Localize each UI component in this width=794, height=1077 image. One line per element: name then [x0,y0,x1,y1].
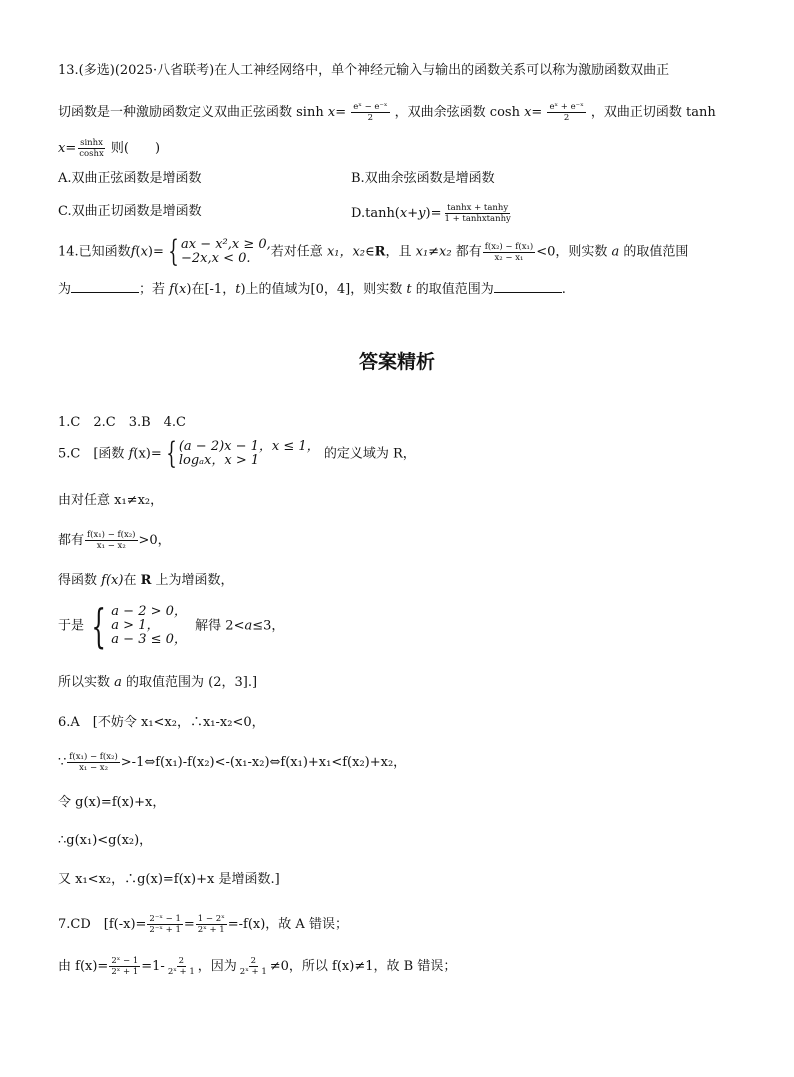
answer-section-title: 答案精析 [358,351,435,373]
answer-6-line-5: 又 x₁<x₂，∴g(x)=f(x)+x 是增函数.] [58,872,280,887]
answer-6-line-2: ∵ $\frac{\text{f(x₁) − f(x₂)}}{\text{x₁ − x₂}}$ >-1⇔f(x₁)-f(x₂)<-(x₁-x₂)⇔f(x₁)+x₁<f(x₂)+x₂， [58,752,407,773]
answer-5-line-6: 所以实数 a 的取值范围为 (2，3].] [58,675,258,690]
q13-option-c: C.双曲正切函数是增函数 [58,204,202,219]
answer-7-line-2: 由 f(x)= $\frac{\text{2ˣ − 1}}{\text{2ˣ + 1}}$ =1- $\frac{2}{\text{2ˣ + 1}}$ ，因为 $\frac{2}{\text{2ˣ + 1}}$ ≠0，所以 f(x)≠1，故 B 错误； [58,956,457,977]
answer-5-line-1: 5.C [函数 f(x)= { (a − 2)x − 1，x ≤ 1， logₐx，x > 1 的定义域为 R， [58,436,416,471]
answer-7-line-1: 7.CD [f(-x)= $\frac{\text{2⁻ˣ − 1}}{\text{2⁻ˣ + 1}}$ = $\frac{\text{1 − 2ˣ}}{\text{2ˣ + 1}}$ =-f(x)，故 A 错误； [58,914,348,935]
ans7-fraction-1: $\frac{\text{2⁻ˣ − 1}}{\text{2⁻ˣ + 1}}$ [149,914,181,935]
ans7-fraction-4: $\frac{2}{\text{2ˣ + 1}}$ [167,956,195,977]
q13-line-1: 13.(多选)(2025·八省联考)在人工神经网络中，单个神经元输入与输出的函数关系可以称为激励函数双曲正 [58,63,670,78]
ans7-fraction-5: $\frac{2}{\text{2ˣ + 1}}$ [239,956,267,977]
answer-line-1: 1.C 2.C 3.B 4.C [58,415,187,430]
tanh-fraction: $\frac{\sinh x}{\cosh x}$ [79,138,104,159]
q14-piecewise: { ax − x²,x ≥ 0, −2x,x < 0. [168,234,271,269]
ans7-fraction-2: $\frac{\text{1 − 2ˣ}}{\text{2ˣ + 1}}$ [197,914,225,935]
cosh-fraction: $\frac{\text{eˣ + e⁻ˣ}}{2}$ [549,102,584,123]
ans6-fraction: $\frac{\text{f(x₁) − f(x₂)}}{\text{x₁ − x₂}}$ [69,752,118,773]
answer-5-line-2: 由对任意 x₁≠x₂， [58,493,164,508]
answer-5-line-5: 于是 { a − 2 > 0， a > 1， a − 3 ≤ 0， 解得 2<a≤3， [58,599,285,653]
q14-line-1: 14.已知函数f(x)= { ax − x²,x ≥ 0, −2x,x < 0. 若对任意 x₁，x₂∈R，且 x₁≠x₂ 都有 $\frac{\text{f(x₂) − f(x₁)}}{\text{x₂ − x₁}}$ <0，则实数 a 的取值范围 [58,234,689,269]
q14-line-2: 为 ；若 f(x)在[-1，t)上的值域为[0，4]，则实数 t 的取值范围为 . [58,282,566,297]
q13-option-a: A.双曲正弦函数是增函数 [58,171,202,186]
answer-5-line-4: 得函数 f(x)在 R 上为增函数， [58,573,234,588]
q13-line-3: x= $\frac{\sinh x}{\cosh x}$ 则( ) [58,138,161,159]
q13-line-2: 切函数是一种激励函数定义双曲正弦函数 sinh x= $\frac{\text{eˣ − e⁻ˣ}}{2}$ ，双曲余弦函数 cosh x= $\frac{\text{eˣ + e⁻ˣ}}{2}$ ，双曲正切函数 tanh [58,102,716,123]
ans5-piecewise: { (a − 2)x − 1，x ≤ 1， logₐx，x > 1 [166,436,320,471]
ans7-fraction-3: $\frac{\text{2ˣ − 1}}{\text{2ˣ + 1}}$ [111,956,139,977]
answer-6-line-4: ∴g(x₁)<g(x₂)， [58,833,153,848]
answer-blank-1[interactable] [71,280,139,293]
answer-6-line-1: 6.A [不妨令 x₁<x₂，∴x₁-x₂<0， [58,715,265,730]
ans5-fraction: $\frac{\text{f(x₁) − f(x₂)}}{\text{x₁ − x₂}}$ [87,530,136,551]
optd-fraction: $\frac{\tanh x + \tanh y}{\text{1 + tanhxtanhy}}$ [444,203,511,224]
ans5-system: { a − 2 > 0， a > 1， a − 3 ≤ 0， [91,599,187,653]
answer-blank-2[interactable] [494,280,562,293]
q13-option-d: D.tanh(x+y)= $\frac{\tanh x + \tanh y}{\text{1 + tanhxtanhy}}$ [351,203,511,224]
answer-5-line-3: 都有 $\frac{\text{f(x₁) − f(x₂)}}{\text{x₁ − x₂}}$ >0， [58,530,171,551]
q14-fraction: $\frac{\text{f(x₂) − f(x₁)}}{\text{x₂ − x₁}}$ [484,241,534,263]
answer-6-line-3: 令 g(x)=f(x)+x， [58,795,166,810]
q13-option-b: B.双曲余弦函数是增函数 [351,171,495,186]
sinh-fraction: $\frac{\text{eˣ − e⁻ˣ}}{2}$ [353,102,388,123]
